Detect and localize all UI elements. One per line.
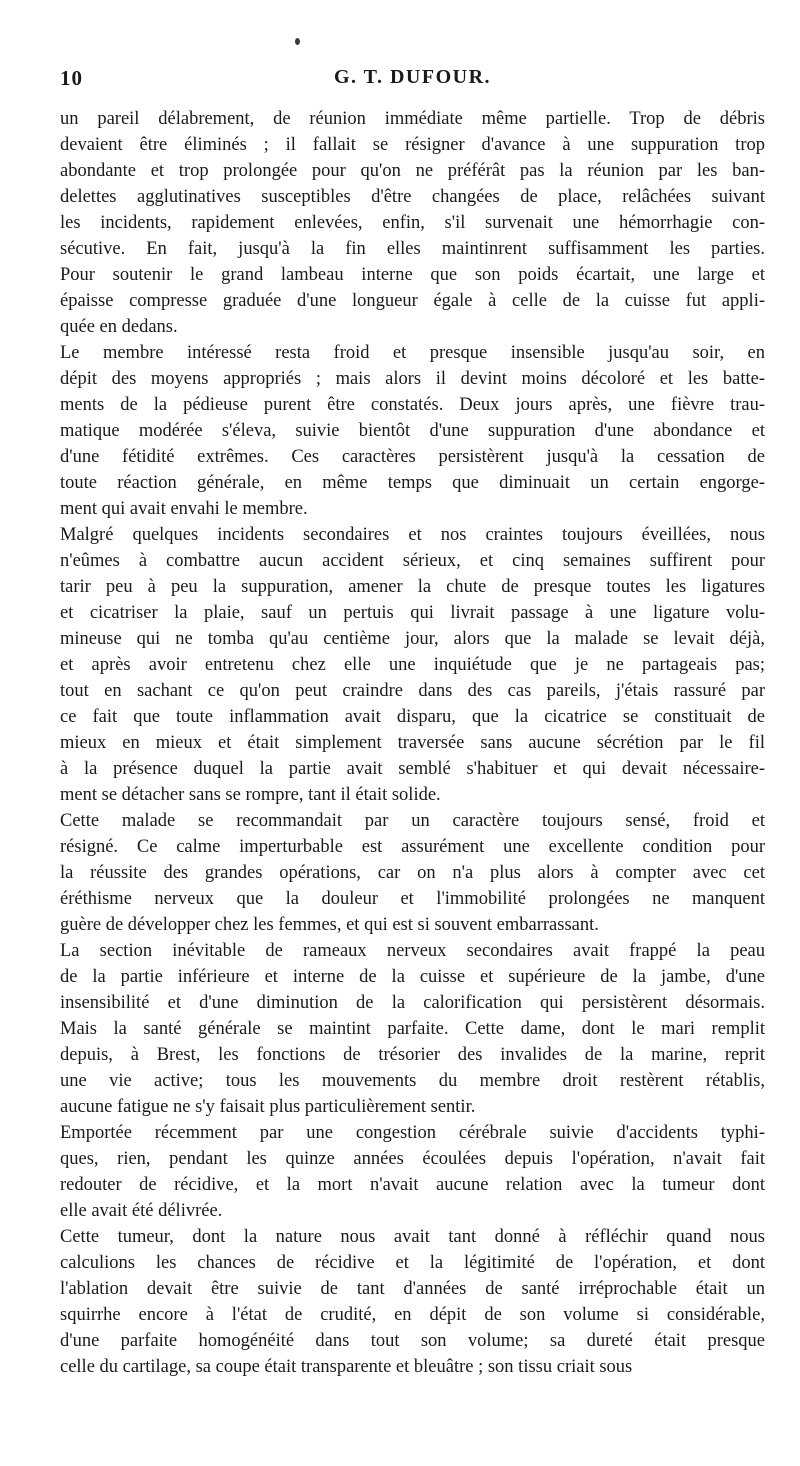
text-line: redouter de récidive, et la mort n'avait aucune relation avec la tumeur dont bbox=[60, 1175, 765, 1195]
ink-speck bbox=[295, 38, 300, 45]
text-line: éréthisme nerveux que la douleur et l'immobilité prolongées ne manquent bbox=[60, 889, 765, 909]
body-text bbox=[60, 106, 765, 1380]
text-line: La section inévitable de rameaux nerveux secondaires avait frappé la peau bbox=[60, 941, 765, 961]
text-line: Pour soutenir le grand lambeau interne que son poids écartait, une large et bbox=[60, 265, 765, 285]
text-line: delettes agglutinatives susceptibles d'être changées de place, relâchées suivant bbox=[60, 187, 765, 207]
text-line: Cette malade se recommandait par un caractère toujours sensé, froid et bbox=[60, 811, 765, 831]
text-line: tout en sachant ce qu'on peut craindre dans des cas pareils, j'étais rassuré par bbox=[60, 681, 765, 701]
text-line: ques, rien, pendant les quinze années écoulées depuis l'opération, n'avait fait bbox=[60, 1149, 765, 1169]
text-line: ments de la pédieuse purent être constatés. Deux jours après, une fièvre trau- bbox=[60, 395, 765, 415]
text-line: sécutive. En fait, jusqu'à la fin elles maintinrent suffisamment les parties. bbox=[60, 239, 765, 259]
text-line: toute réaction générale, en même temps que diminuait un certain engorge- bbox=[60, 473, 765, 493]
text-line: Mais la santé générale se maintint parfaite. Cette dame, dont le mari remplit bbox=[60, 1019, 765, 1039]
paragraph bbox=[60, 938, 765, 1120]
text-line: et après avoir entretenu chez elle une inquiétude que je ne partageais pas; bbox=[60, 655, 765, 675]
text-line: guère de développer chez les femmes, et qui est si souvent embarrassant. bbox=[60, 915, 599, 935]
text-line: mineuse qui ne tomba qu'au centième jour, alors que la malade se levait déjà, bbox=[60, 629, 765, 649]
text-line: les incidents, rapidement enlevées, enfin, s'il survenait une hémorrhagie con- bbox=[60, 213, 765, 233]
text-line: calculions les chances de récidive et la légitimité de l'opération, et dont bbox=[60, 1253, 765, 1273]
text-line: une vie active; tous les mouvements du membre droit restèrent rétablis, bbox=[60, 1071, 765, 1091]
text-line: l'ablation devait être suivie de tant d'années de santé irréprochable était un bbox=[60, 1279, 765, 1299]
text-line: aucune fatigue ne s'y faisait plus particulièrement sentir. bbox=[60, 1097, 476, 1117]
paragraph bbox=[60, 1224, 765, 1380]
paragraph bbox=[60, 1120, 765, 1224]
paragraph bbox=[60, 522, 765, 808]
text-line: celle du cartilage, sa coupe était transparente et bleuâtre ; son tissu criait sous bbox=[60, 1357, 633, 1377]
paragraph bbox=[60, 106, 765, 340]
text-line: matique modérée s'éleva, suivie bientôt d'une suppuration d'une abondance et bbox=[60, 421, 765, 441]
text-line: un pareil délabrement, de réunion immédiate même partielle. Trop de débris bbox=[60, 109, 765, 129]
text-line: abondante et trop prolongée pour qu'on ne préférât pas la réunion par les ban- bbox=[60, 161, 765, 181]
text-line: mieux en mieux et était simplement traversée sans aucune sécrétion par le fil bbox=[60, 733, 765, 753]
text-line: tarir peu à peu la suppuration, amener la chute de presque toutes les ligatures bbox=[60, 577, 765, 597]
text-line: d'une fétidité extrêmes. Ces caractères persistèrent jusqu'à la cessation de bbox=[60, 447, 765, 467]
text-line: dépit des moyens appropriés ; mais alors il devint moins décoloré et les batte- bbox=[60, 369, 765, 389]
text-line: ment se détacher sans se rompre, tant il était solide. bbox=[60, 785, 441, 805]
text-line: devaient être éliminés ; il fallait se résigner d'avance à une suppuration trop bbox=[60, 135, 765, 155]
text-line: à la présence duquel la partie avait semblé s'habituer et qui devait nécessaire- bbox=[60, 759, 765, 779]
paragraph bbox=[60, 808, 765, 938]
text-line: ce fait que toute inflammation avait disparu, que la cicatrice se constituait de bbox=[60, 707, 765, 727]
text-line: Malgré quelques incidents secondaires et nos craintes toujours éveillées, nous bbox=[60, 525, 765, 545]
text-line: épaisse compresse graduée d'une longueur égale à celle de la cuisse fut appli- bbox=[60, 291, 765, 311]
text-line: depuis, à Brest, les fonctions de trésorier des invalides de la marine, reprit bbox=[60, 1045, 765, 1065]
text-line: Emportée récemment par une congestion cérébrale suivie d'accidents typhi- bbox=[60, 1123, 765, 1143]
paragraph bbox=[60, 340, 765, 522]
text-line: la réussite des grandes opérations, car on n'a plus alors à compter avec cet bbox=[60, 863, 765, 883]
text-line: squirrhe encore à l'état de crudité, en dépit de son volume si considérable, bbox=[60, 1305, 765, 1325]
page-header bbox=[60, 66, 765, 96]
text-line: elle avait été délivrée. bbox=[60, 1201, 223, 1221]
text-line: de la partie inférieure et interne de la cuisse et supérieure de la jambe, d'une bbox=[60, 967, 765, 987]
page-number: 10 bbox=[60, 66, 83, 90]
text-line: insensibilité et d'une diminution de la calorification qui persistèrent désormais. bbox=[60, 993, 765, 1013]
text-line: quée en dedans. bbox=[60, 317, 178, 337]
running-head: G. T. DUFOUR. bbox=[333, 66, 492, 88]
text-line: n'eûmes à combattre aucun accident sérieux, et cinq semaines suffirent pour bbox=[60, 551, 765, 571]
text-line: ment qui avait envahi le membre. bbox=[60, 499, 308, 519]
text-line: et cicatriser la plaie, sauf un pertuis qui livrait passage à une ligature volu- bbox=[60, 603, 765, 623]
text-line: résigné. Ce calme imperturbable est assurément une excellente condition pour bbox=[60, 837, 765, 857]
text-line: d'une parfaite homogénéité dans tout son volume; sa dureté était presque bbox=[60, 1331, 765, 1351]
text-line: Le membre intéressé resta froid et presque insensible jusqu'au soir, en bbox=[60, 343, 765, 363]
text-line: Cette tumeur, dont la nature nous avait tant donné à réfléchir quand nous bbox=[60, 1227, 765, 1247]
